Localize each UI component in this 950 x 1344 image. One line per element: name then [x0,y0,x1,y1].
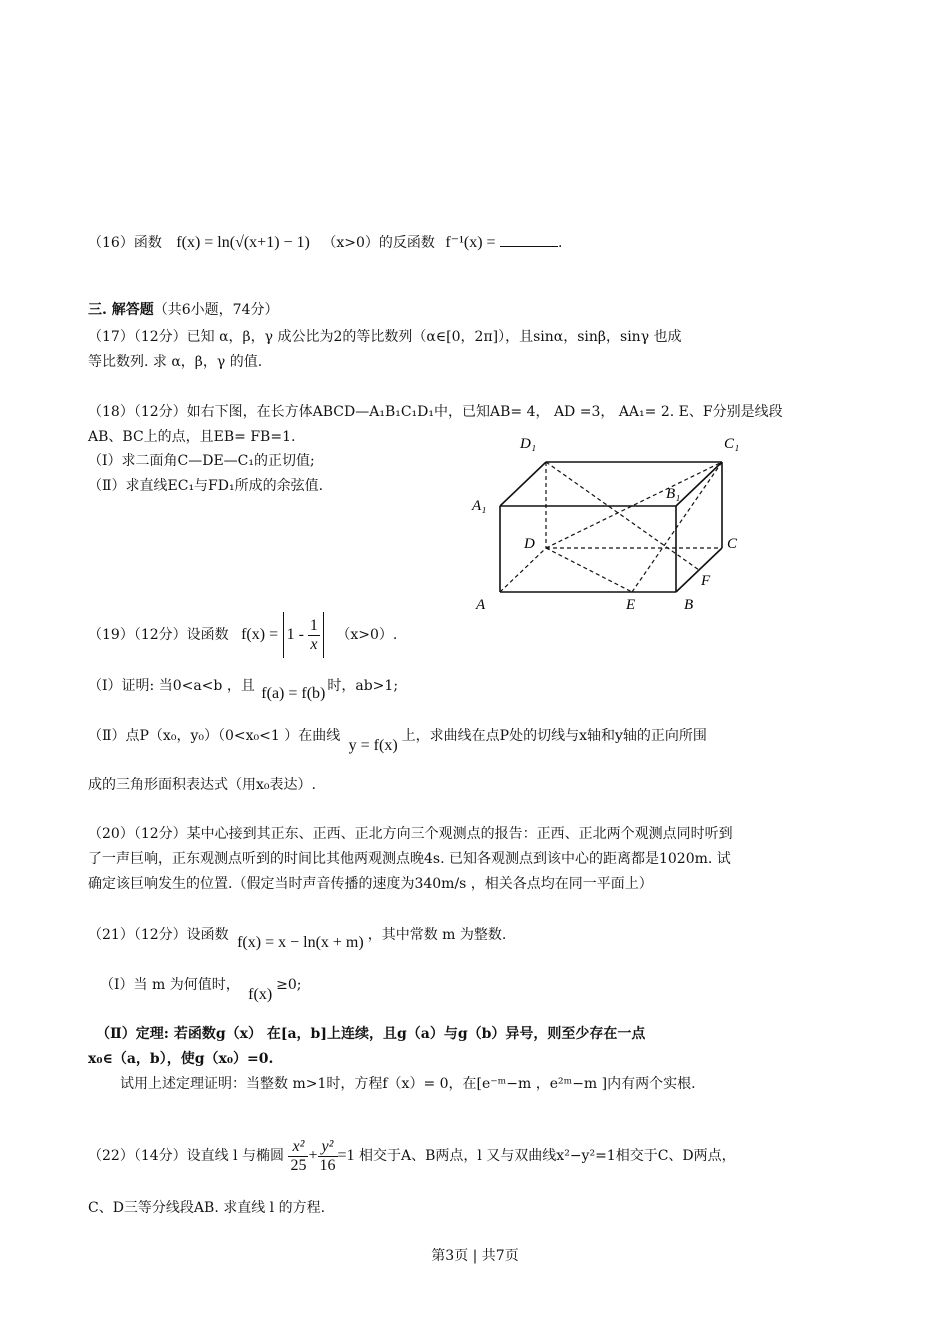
label-a: A [476,597,486,613]
q20-line3: 确定该巨响发生的位置.（假定当时声音传播的速度为340m/s ，相关各点均在同一平面上） [88,876,653,892]
q16-end: . [558,235,563,251]
q19-condition: （x>0）. [336,627,398,643]
q20-line1: （20）（12分）某中心接到其正东、正西、正北方向三个观测点的报告：正西、正北两个观测点同时听到 [88,826,733,842]
q21-p1-text-a: （Ⅰ）当 m 为何值时， [100,977,240,993]
q19-number: （19）（12分）设函数 [88,627,229,643]
q22-frac-y [318,1138,338,1175]
q18-line1: （18）（12分）如右下图，在长方体ABCD—A₁B₁C₁D₁中，已知AB= 4， AD =3， AA₁= 2. E、F分别是线段 [88,404,783,420]
q19-part2 [88,726,707,754]
q19-one-minus: 1 - [286,626,304,643]
q22-plus: + [308,1147,318,1164]
label-e: E [626,597,636,613]
edge-a1d1 [500,462,546,506]
q22-after: 相交于A、B两点，l 又与双曲线x²−y²=1相交于C、D两点， [358,1148,736,1164]
q18-part1: （Ⅰ）求二面角C—DE—C₁的正切值; [88,453,315,469]
q22-den-16: 16 [319,1156,336,1174]
section3-title: 三. 解答题 [88,302,154,318]
q21-line [88,925,507,951]
q19-p2-eq: y = f(x) [348,737,398,754]
q22-number: （22）（14分）设直线 l 与椭圆 [88,1148,285,1164]
q22-den-25: 25 [290,1156,307,1174]
q21-after: ，其中常数 m 为整数. [367,927,507,943]
q19-p1-text-a: （Ⅰ）证明: 当0<a<b ，且 [88,678,255,694]
q21-part1 [100,975,302,1003]
label-a1: A₁ [472,498,487,514]
q22-x2: x² [288,1138,308,1157]
label-c1: C₁ [724,436,740,452]
q18-line2: AB、BC上的点，且EB= FB=1. [88,429,296,445]
q17-line2: 等比数列. 求 α，β，γ 的值. [88,354,263,370]
q16-condition: （x>0）的反函数 [322,235,435,251]
section3-heading [88,300,278,320]
q21-function: f(x) = x − ln(x + m) [237,934,364,951]
q19-p2-text-b: 上，求曲线在点P处的切线与x轴和y轴的正向所围 [401,728,707,744]
q19-fraction [308,617,320,654]
q22-y2: y² [318,1138,338,1157]
edge-b1c1 [676,462,722,506]
section3-note: （共6小题，74分） [153,302,279,318]
q21-theorem-line2: x₀∈（a，b），使g（x₀）=0. [88,1051,274,1067]
label-c: C [727,536,738,552]
q19-frac-den: x [310,635,318,653]
page-footer: 第3页 | 共7页 [431,1248,519,1264]
label-b1: B₁ [666,486,681,502]
q21-p1-text-b: ≥0; [276,977,302,993]
q19-frac-num: 1 [309,616,318,634]
q19-p2-line2: 成的三角形面积表达式（用x₀表达）. [88,777,316,793]
q19-part1 [88,676,399,702]
q19-p2-text-a: （Ⅱ）点P（x₀，y₀）（0<x₀<1 ）在曲线 [88,728,341,744]
label-d: D [524,536,535,552]
label-d1: D₁ [520,436,537,452]
q16-answer-blank [500,232,558,247]
line-de [546,548,632,592]
q19-abs [283,612,324,658]
q20-line2: 了一声巨响，正东观测点听到的时间比其他两观测点晚4s. 已知各观测点到该中心的距离都是1020m. 试 [88,851,731,867]
q19-p1-eq: f(a) = f(b) [261,685,326,702]
q16-inverse: f⁻¹(x) = [445,234,496,251]
q22-line2: C、D三等分线段AB. 求直线 l 的方程. [88,1200,326,1216]
q21-theorem-line1: （Ⅱ）定理: 若函数g（x） 在[a，b]上连续，且g（a）与g（b）异号，则至少存在一点 [96,1026,646,1042]
q21-number: （21）（12分）设函数 [88,927,229,943]
q16-line [88,232,562,253]
q19-func-lhs: f(x) = [241,626,279,643]
edge-bc [676,548,722,592]
label-b: B [684,597,694,613]
q19-p1-text-b: 时，ab>1; [327,678,399,694]
label-f: F [701,573,711,589]
cuboid-figure [460,428,760,618]
line-dc1 [546,462,722,548]
q16-function: f(x) = ln(√(x+1) − 1) [176,234,310,251]
q22-frac-x [288,1138,308,1175]
q21-proof: 试用上述定理证明：当整数 m>1时，方程f（x）= 0，在[e⁻ᵐ−m ，e²ᵐ−m ]内有两个实根. [120,1076,696,1092]
q22-equals: =1 [337,1147,355,1164]
q16-number: （16）函数 [88,235,162,251]
q18-part2: （Ⅱ）求直线EC₁与FD₁所成的余弦值. [88,478,324,494]
q19-line [88,612,397,658]
hidden-edge-ad [500,548,546,592]
q21-p1-f: f(x) [248,986,273,1003]
q22-line1 [88,1133,736,1179]
q17-line1: （17）（12分）已知 α，β，γ 成公比为2的等比数列（α∈[0，2π]），且sinα，sinβ，sinγ 也成 [88,329,682,345]
